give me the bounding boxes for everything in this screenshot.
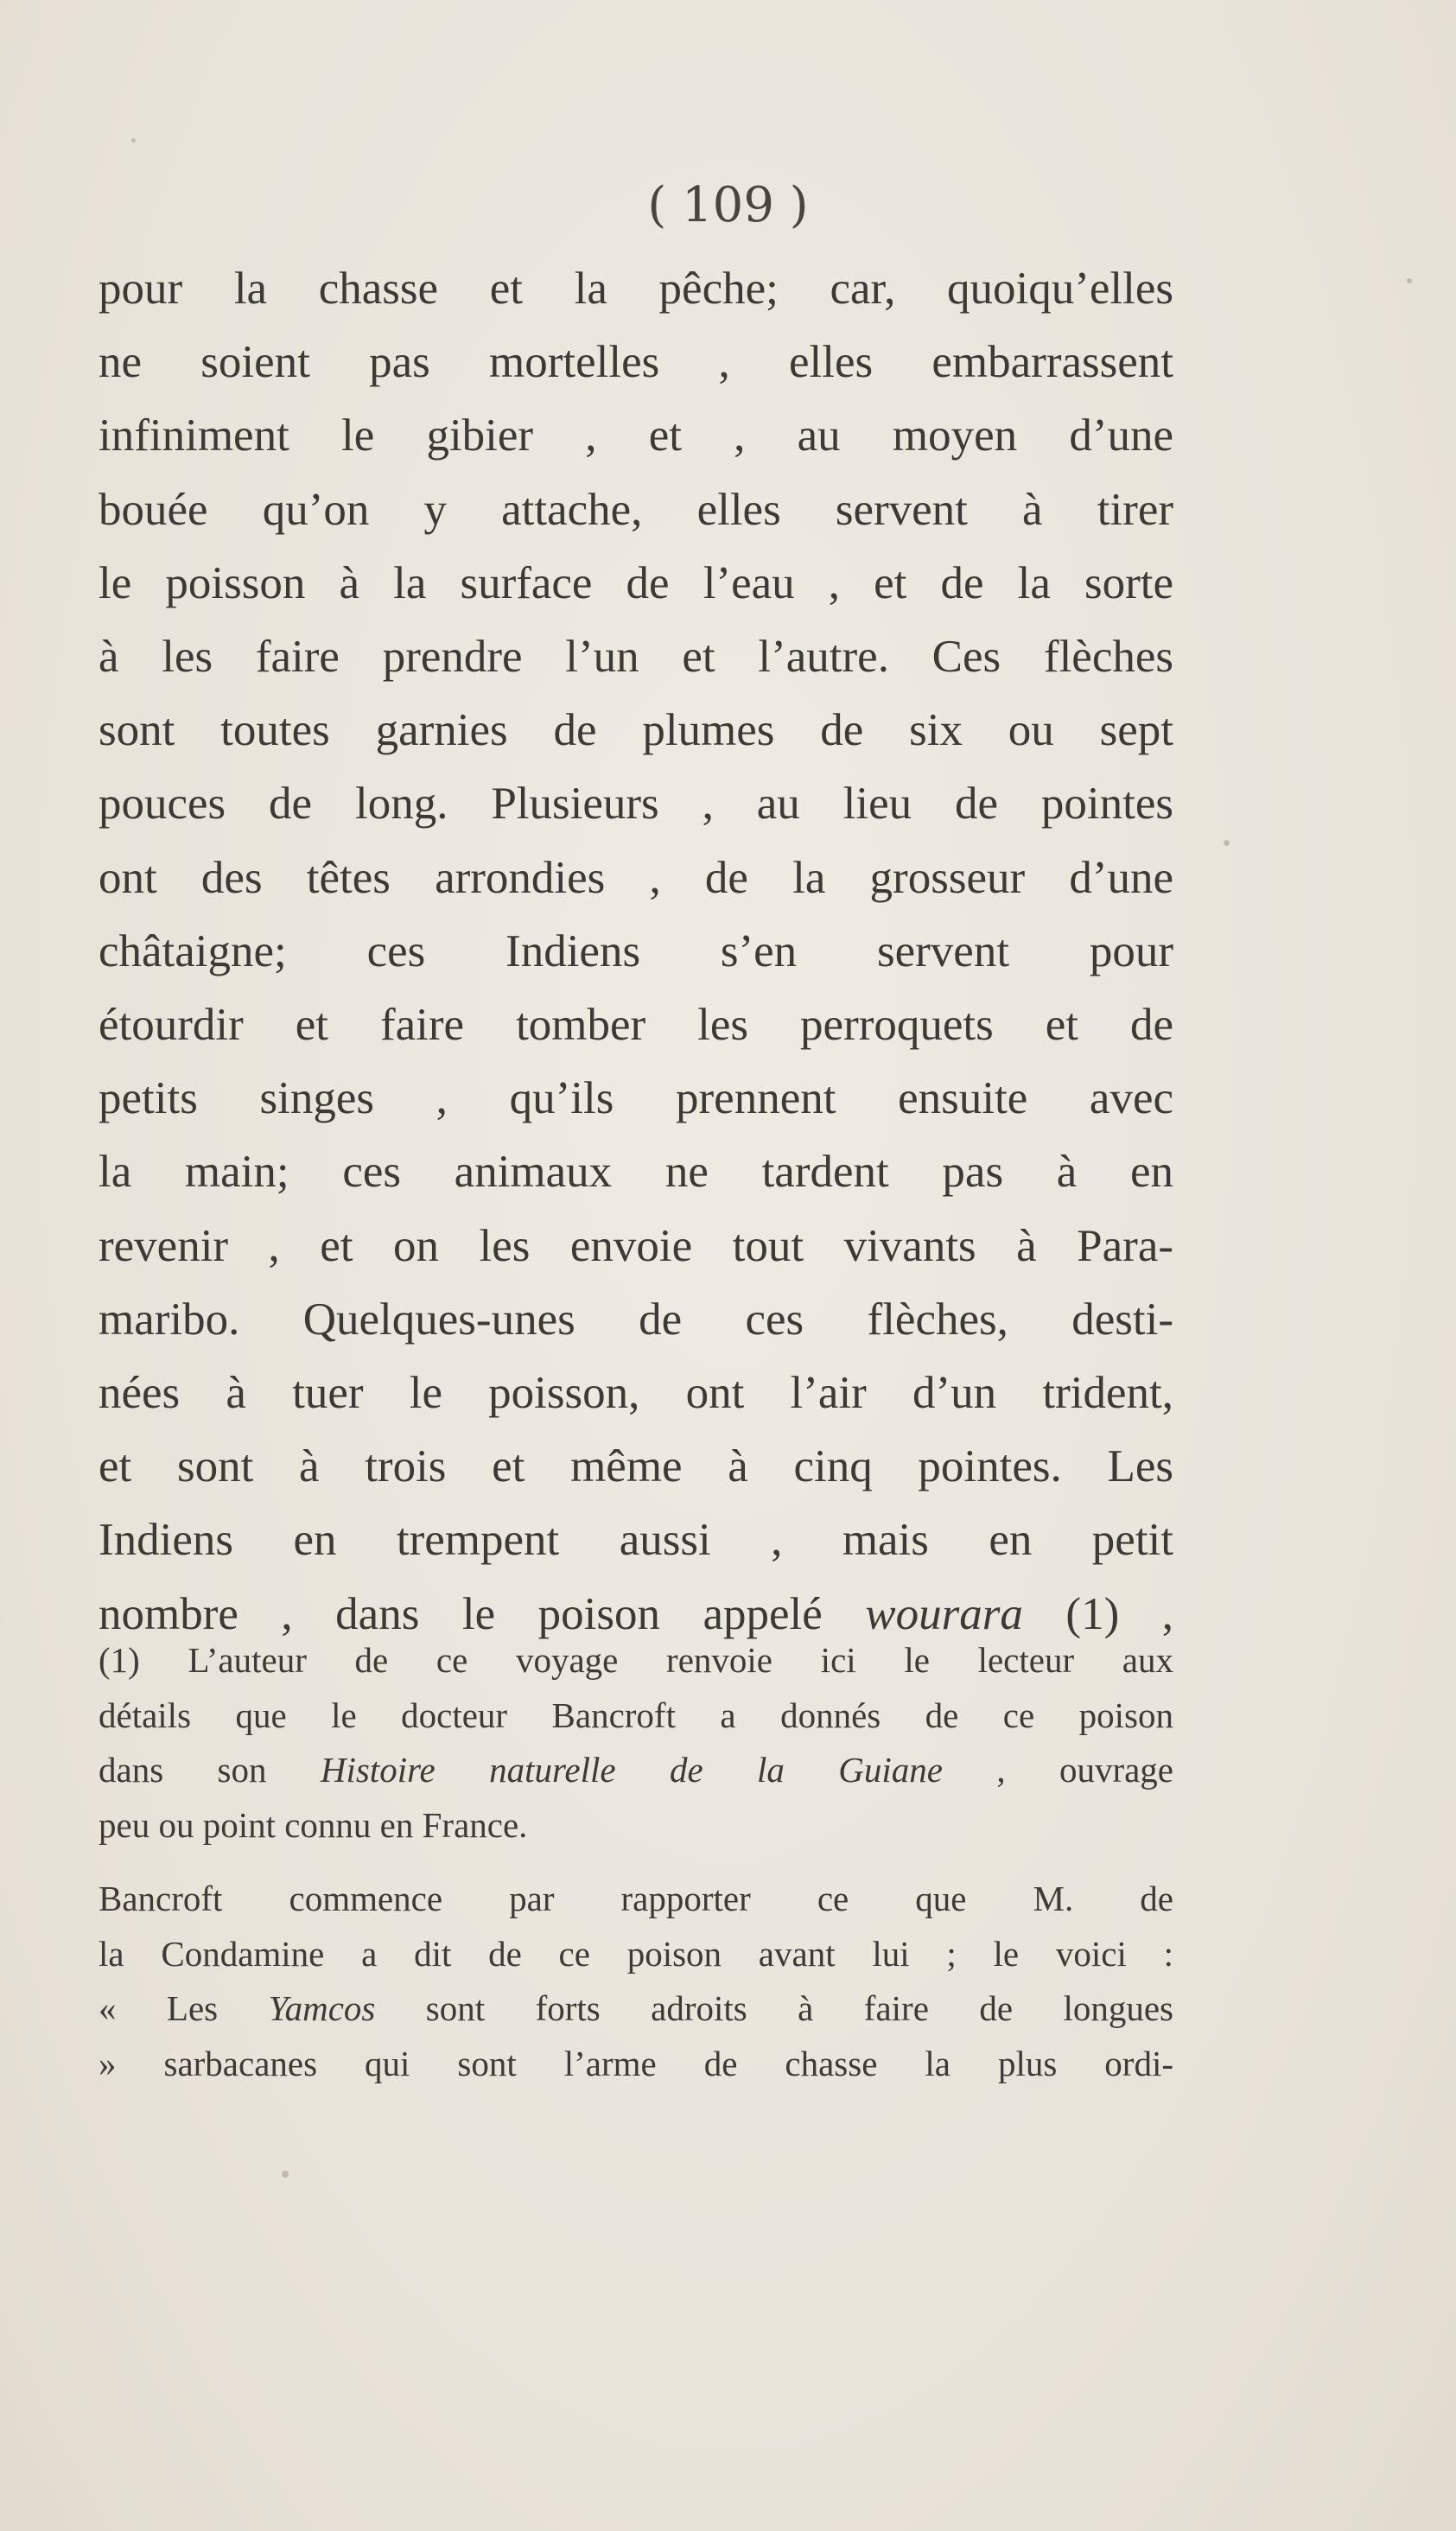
text-line: et sont à trois et même à cinq pointes. Les	[99, 1441, 1173, 1492]
footnote-line: Bancroft commence par rapporter ce que M. de	[99, 1879, 1173, 1918]
footnote-line: (1) L’auteur de ce voyage renvoie ici le lecteur aux	[99, 1640, 1173, 1680]
paper-speck	[282, 2171, 289, 2178]
body-text	[99, 252, 1173, 1651]
paper-speck	[131, 138, 136, 143]
text-segment: dans son	[99, 1750, 321, 1790]
text-line: la main; ces animaux ne tardent pas à en	[99, 1147, 1173, 1198]
paper-speck	[1407, 278, 1412, 283]
italic-term-yamcos: Yamcos	[268, 1988, 376, 2028]
text-line: châtaigne; ces Indiens s’en servent pour	[99, 925, 1173, 976]
page-number: ( 109 )	[647, 177, 809, 233]
text-segment: nombre , dans le poison appelé	[99, 1588, 866, 1639]
text-line: maribo. Quelques-unes de ces flèches, desti-	[99, 1294, 1173, 1345]
text-segment: sont forts adroits à faire de longues	[375, 1988, 1173, 2028]
text-line: petits singes , qu’ils prennent ensuite avec	[99, 1073, 1173, 1124]
text-segment: (1) ,	[1022, 1588, 1173, 1639]
footnote-line: détails que le docteur Bancroft a donnés de ce poison	[99, 1695, 1173, 1735]
text-line: pouces de long. Plusieurs , au lieu de pointes	[99, 779, 1173, 830]
footnote-line	[99, 1981, 1173, 2037]
text-line: ont des têtes arrondies , de la grosseur d’une	[99, 852, 1173, 903]
text-line: ne soient pas mortelles , elles embarrassent	[99, 337, 1173, 388]
text-line: le poisson à la surface de l’eau , et de la sorte	[99, 557, 1173, 608]
footnote	[99, 1633, 1173, 2091]
italic-term-wourara: wourara	[865, 1588, 1023, 1639]
paper-speck	[1224, 840, 1230, 846]
paragraph-gap	[99, 1853, 1173, 1872]
footnote-line: » sarbacanes qui sont l’arme de chasse la plus ordi-	[99, 2043, 1173, 2083]
footnote-line: peu ou point connu en France.	[99, 1804, 528, 1845]
text-line: étourdir et faire tomber les perroquets et de	[99, 1000, 1173, 1051]
text-segment: , ouvrage	[942, 1750, 1173, 1790]
text-line: revenir , et on les envoie tout vivants à Para-	[99, 1220, 1173, 1271]
text-line: nées à tuer le poisson, ont l’air d’un trident,	[99, 1368, 1173, 1419]
footnote-line: la Condamine a dit de ce poison avant lui ; le voici :	[99, 1933, 1173, 1974]
text-line: pour la chasse et la pêche; car, quoiqu’elles	[99, 264, 1173, 314]
italic-title-histoire: Histoire naturelle de la Guiane	[320, 1750, 943, 1790]
text-line: infiniment le gibier , et , au moyen d’une	[99, 410, 1173, 461]
text-line: Indiens en trempent aussi , mais en petit	[99, 1515, 1173, 1566]
text-line: à les faire prendre l’un et l’autre. Ces flèches	[99, 632, 1173, 683]
text-line: sont toutes garnies de plumes de six ou sept	[99, 705, 1173, 756]
text-line: bouée qu’on y attache, elles servent à tirer	[99, 484, 1173, 535]
footnote-line	[99, 1743, 1173, 1798]
text-segment: « Les	[99, 1988, 269, 2028]
